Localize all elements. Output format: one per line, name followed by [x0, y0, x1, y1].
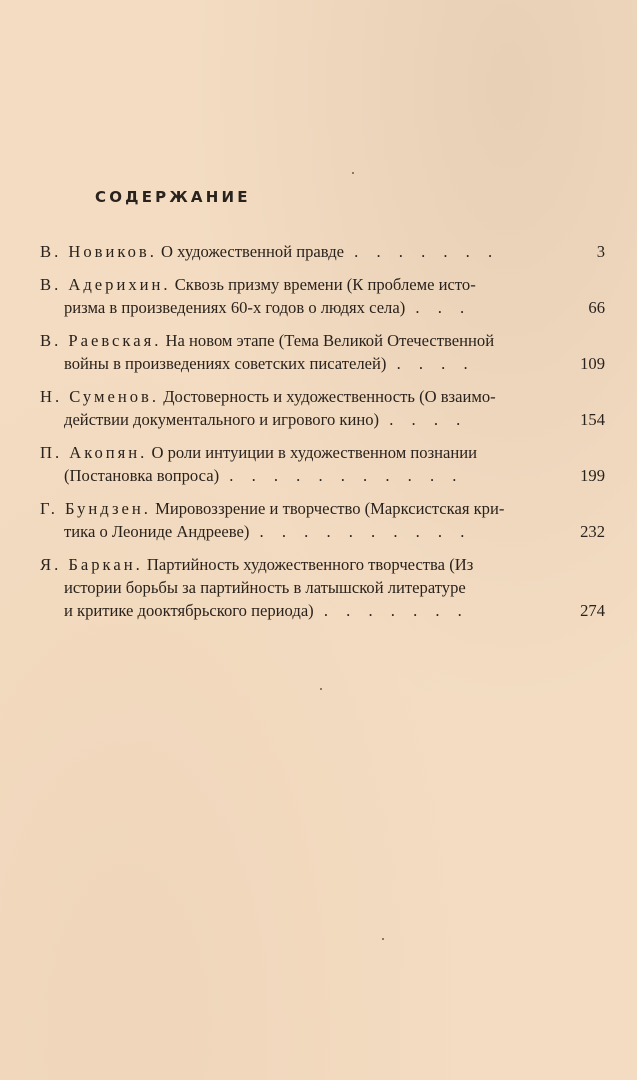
print-speck: [352, 172, 354, 174]
toc-entry-author: Я. Баркан.: [40, 555, 143, 574]
toc-entry: [40, 329, 605, 375]
toc-entry-author: В. Адерихин.: [40, 275, 171, 294]
toc-entry-line: [40, 599, 605, 622]
toc-entry-line: [40, 296, 605, 319]
toc-entry-title-continued: ризма в произведениях 60-х годов о людях села): [64, 298, 406, 317]
toc-entry: [40, 385, 605, 431]
toc-entry-line: [40, 329, 605, 352]
toc-entry: [40, 553, 605, 622]
toc-entry-author: В. Новиков.: [40, 242, 157, 261]
toc-entry-line: [40, 576, 605, 599]
toc-entry-page: 199: [580, 466, 605, 485]
toc-entry-author: Н. Суменов.: [40, 387, 160, 406]
toc-entry-line: [40, 408, 605, 431]
toc-entry-title: Партийность художественного творчества (Из: [146, 555, 474, 574]
toc-entry-author: П. Акопян.: [40, 443, 148, 462]
toc-entry-title: Достоверность и художественность (О взаимо-: [163, 387, 496, 406]
contents-heading: СОДЕРЖАНИЕ: [95, 188, 251, 206]
dot-leader: . . . . . . . . . .: [259, 522, 472, 541]
table-of-contents: [40, 240, 605, 632]
toc-entry: [40, 273, 605, 319]
toc-entry-page: 3: [596, 242, 605, 261]
toc-entry-page: 66: [588, 298, 605, 317]
toc-entry-page: 274: [580, 601, 605, 620]
toc-entry-line: [40, 240, 605, 263]
toc-entry-line: [40, 520, 605, 543]
toc-entry-title: Сквозь призму времени (К проблеме исто-: [174, 275, 476, 294]
toc-entry: [40, 441, 605, 487]
toc-entry-title-continued: войны в произведениях советских писателей): [64, 354, 387, 373]
toc-entry-line: [40, 385, 605, 408]
toc-entry-author: Г. Бундзен.: [40, 499, 151, 518]
print-speck: [320, 688, 322, 690]
dot-leader: . . . . . . .: [354, 242, 500, 261]
toc-entry-line: [40, 441, 605, 464]
print-speck: [382, 938, 384, 940]
toc-entry-line: [40, 464, 605, 487]
toc-entry-page: 109: [580, 354, 605, 373]
dot-leader: . . . .: [389, 410, 468, 429]
toc-entry-title-continued: тика о Леониде Андрееве): [64, 522, 250, 541]
toc-entry-page: 232: [580, 522, 605, 541]
toc-entry-title-continued: действии документального и игрового кино): [64, 410, 380, 429]
dot-leader: . . . . . . .: [323, 601, 469, 620]
toc-entry-title: На новом этапе (Тема Великой Отечественной: [165, 331, 495, 350]
toc-entry: [40, 240, 605, 263]
dot-leader: . . .: [415, 298, 472, 317]
toc-entry-title: О художественной правде: [161, 242, 345, 261]
dot-leader: . . . . . . . . . . .: [229, 466, 464, 485]
toc-entry-line: [40, 352, 605, 375]
toc-entry: [40, 497, 605, 543]
toc-entry-title: О роли интуиции в художественном познании: [151, 443, 478, 462]
toc-entry-title-continued: (Постановка вопроса): [64, 466, 220, 485]
toc-entry-title-continued: истории борьбы за партийность в латышской литературе: [64, 578, 466, 597]
toc-entry-author: В. Раевская.: [40, 331, 162, 350]
dot-leader: . . . .: [396, 354, 475, 373]
toc-entry-title-continued: и критике дооктябрьского периода): [64, 601, 314, 620]
toc-entry-line: [40, 497, 605, 520]
toc-entry-line: [40, 553, 605, 576]
toc-entry-line: [40, 273, 605, 296]
toc-entry-page: 154: [580, 410, 605, 429]
toc-entry-title: Мировоззрение и творчество (Марксистская кри-: [155, 499, 505, 518]
